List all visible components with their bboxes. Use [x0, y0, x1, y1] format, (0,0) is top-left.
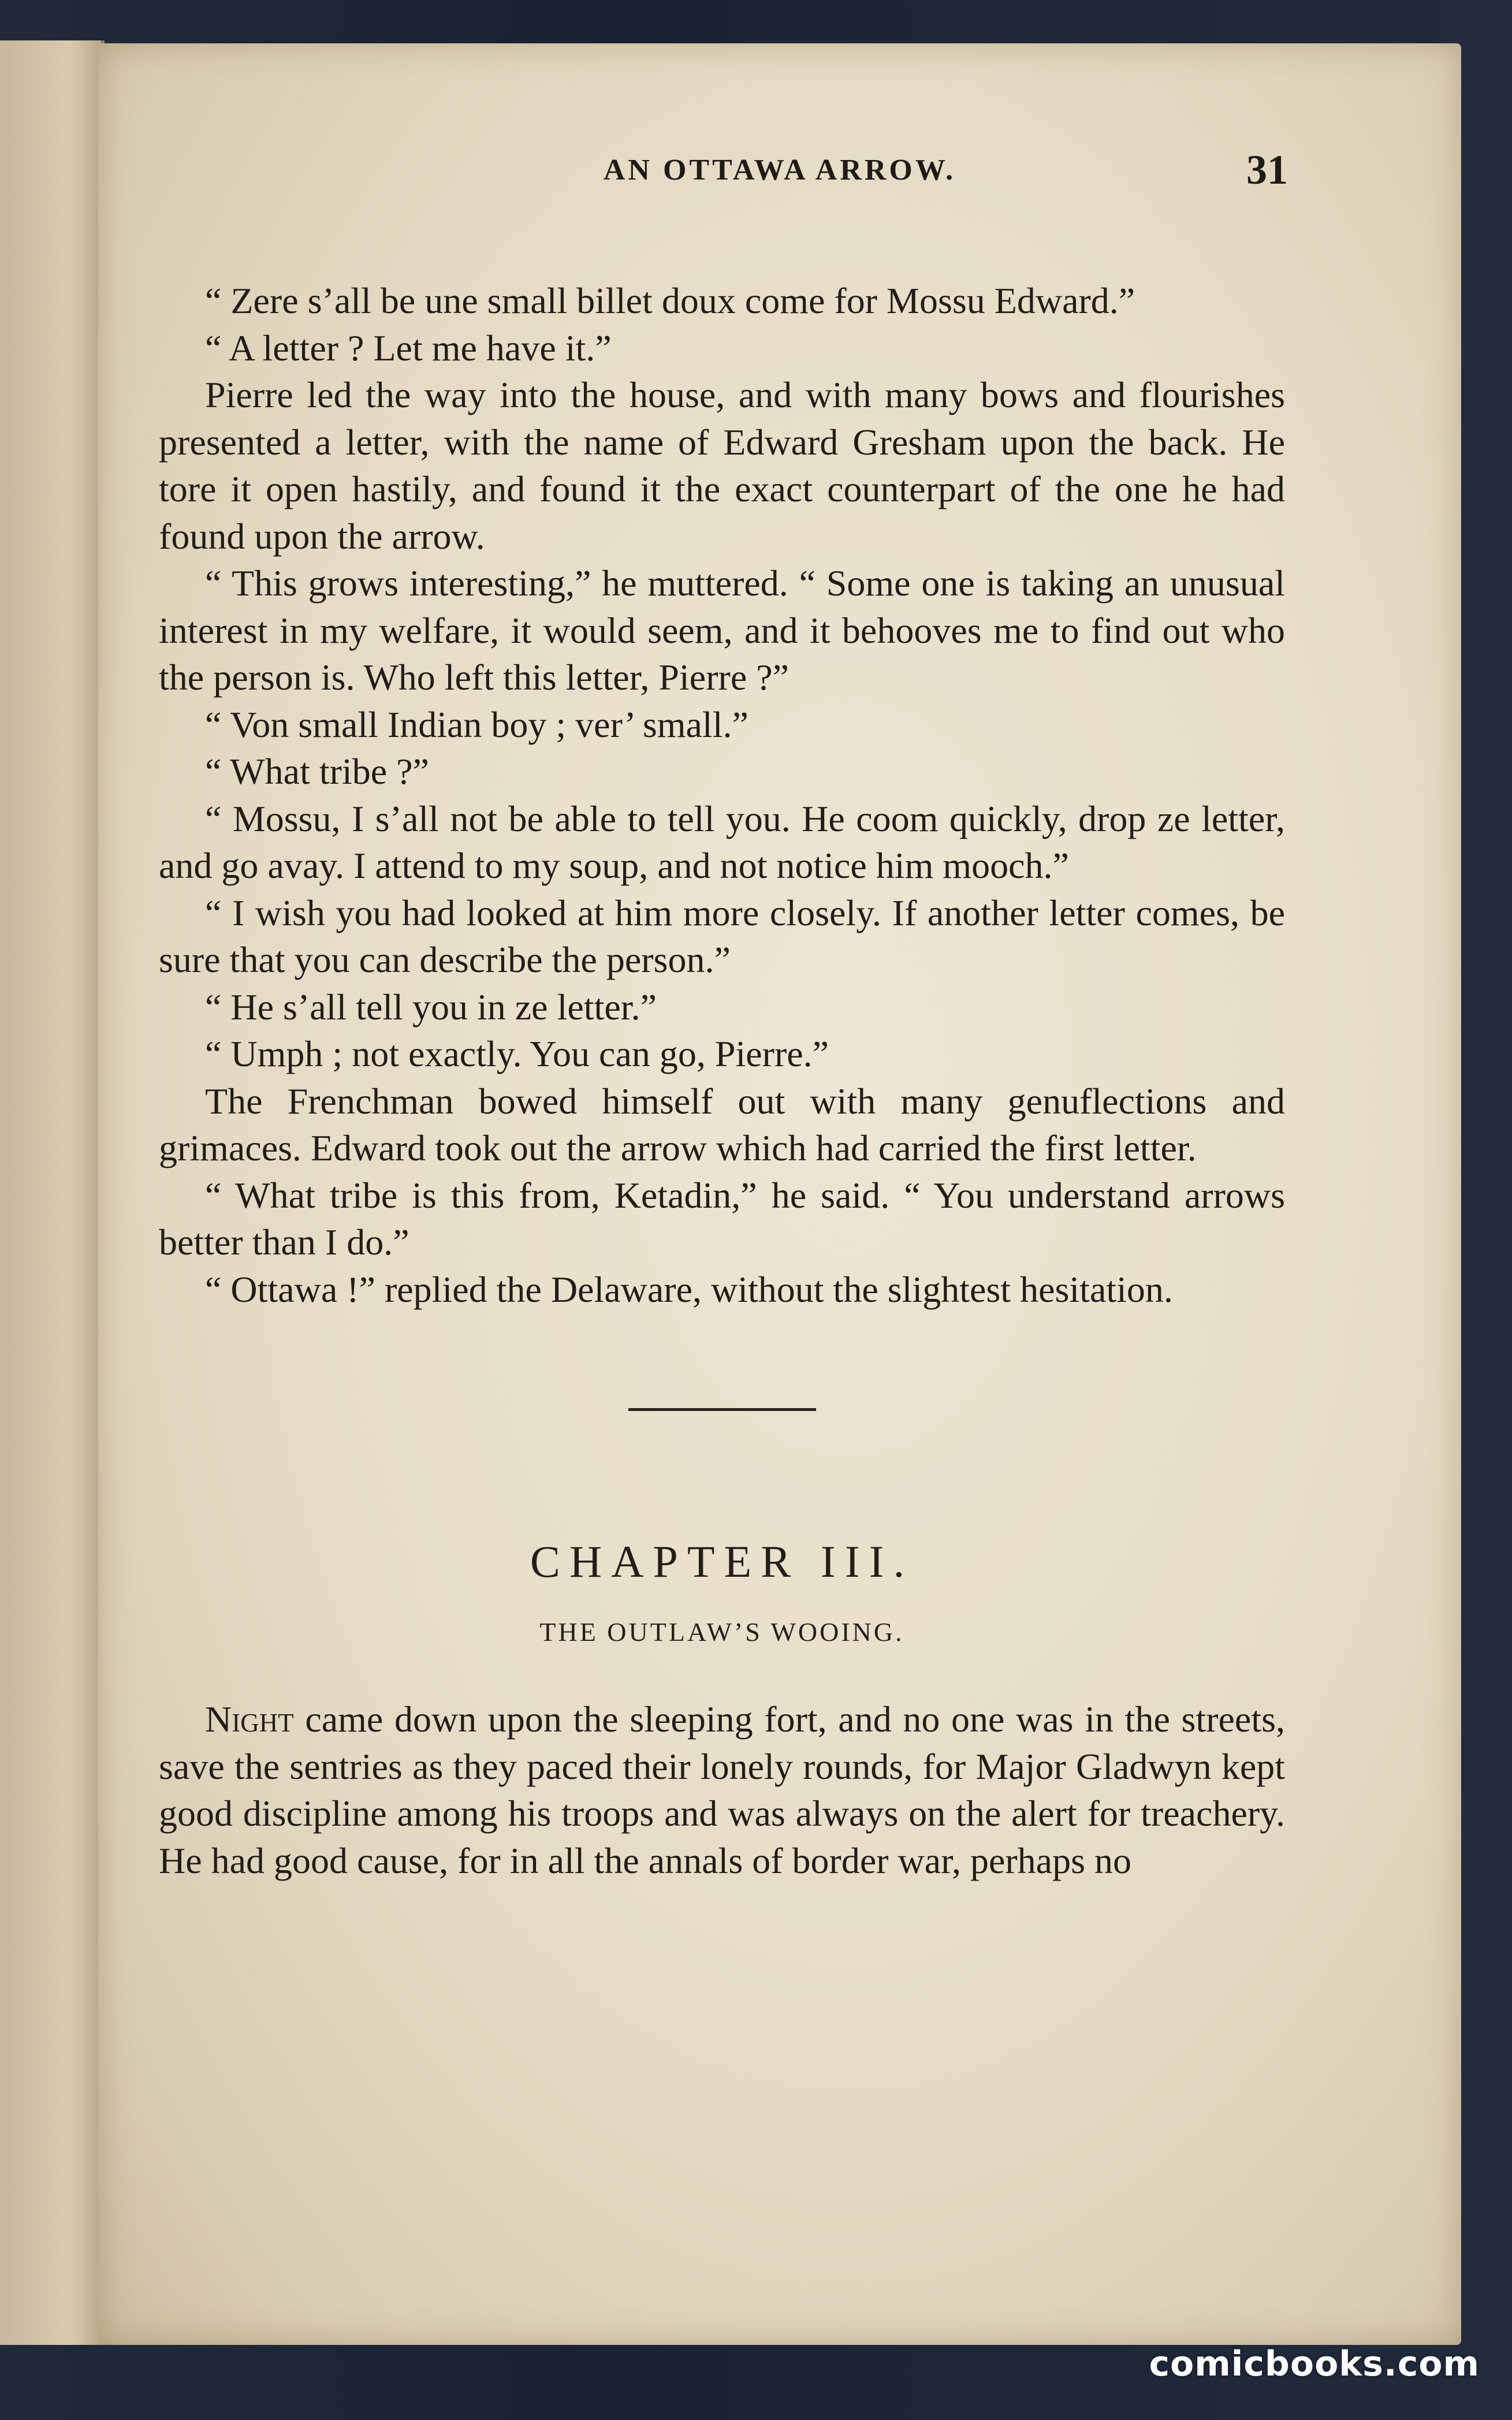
paragraph: “ Mossu, I s’all not be able to tell you. He coom quickly, drop ze letter, and go avay. I attend to my soup, and not notice him mooch.”	[159, 798, 1285, 886]
paragraph: “ What tribe ?”	[205, 751, 429, 792]
opening-text: came down upon the sleeping fort, and no one was in the streets, save the sentries as they paced their lonely rounds, for Major Gladwyn kept good discipline among his troops and was always on the alert for treachery. He had good cause, for in all the annals of border war, perhaps no	[159, 1699, 1285, 1881]
running-head	[98, 147, 1461, 211]
facing-page-edge	[0, 40, 105, 2345]
chapter-subtitle: THE OUTLAW’S WOOING.	[539, 1617, 904, 1647]
paragraph: Pierre led the way into the house, and with many bows and flourishes presented a letter, with the name of Edward Gresham upon the back. He tore it open hastily, and found it the exact counterpart of the one he had found upon the arrow.	[159, 374, 1285, 557]
book-page	[98, 43, 1461, 2345]
paragraph: “ I wish you had looked at him more closely. If another letter comes, be sure that you can describe the person.”	[159, 892, 1285, 980]
paragraph: “ Zere s’all be une small billet doux come for Mossu Edward.”	[205, 280, 1135, 321]
site-watermark: comicbooks.com	[1149, 2344, 1480, 2384]
section-divider	[628, 1408, 816, 1411]
body-text	[159, 277, 1285, 1884]
opening-word: Night	[205, 1699, 294, 1740]
page-number: 31	[1246, 147, 1288, 193]
paragraph: The Frenchman bowed himself out with many genuflections and grimaces. Edward took out the arrow which had carried the first letter.	[159, 1080, 1285, 1168]
paragraph: “ He s’all tell you in ze letter.”	[205, 986, 657, 1027]
paragraph: “ What tribe is this from, Ketadin,” he said. “ You understand arrows better than I do.”	[159, 1174, 1285, 1263]
paragraph: “ A letter ? Let me have it.”	[205, 327, 612, 368]
chapter-title: CHAPTER III.	[530, 1536, 914, 1587]
paragraph: “ Von small Indian boy ; ver’ small.”	[205, 703, 748, 745]
chapter-opening-paragraph	[159, 1696, 1285, 1884]
paragraph: “ Ottawa !” replied the Delaware, without the slightest hesitation.	[205, 1268, 1173, 1310]
paragraph: “ Umph ; not exactly. You can go, Pierre.”	[205, 1033, 829, 1074]
paragraph: “ This grows interesting,” he muttered. “ Some one is taking an unusual interest in my welfare, it would seem, and it behooves me to find out who the person is. Who left this letter, Pierre ?”	[159, 563, 1285, 698]
running-title: AN OTTAWA ARROW.	[603, 154, 956, 187]
